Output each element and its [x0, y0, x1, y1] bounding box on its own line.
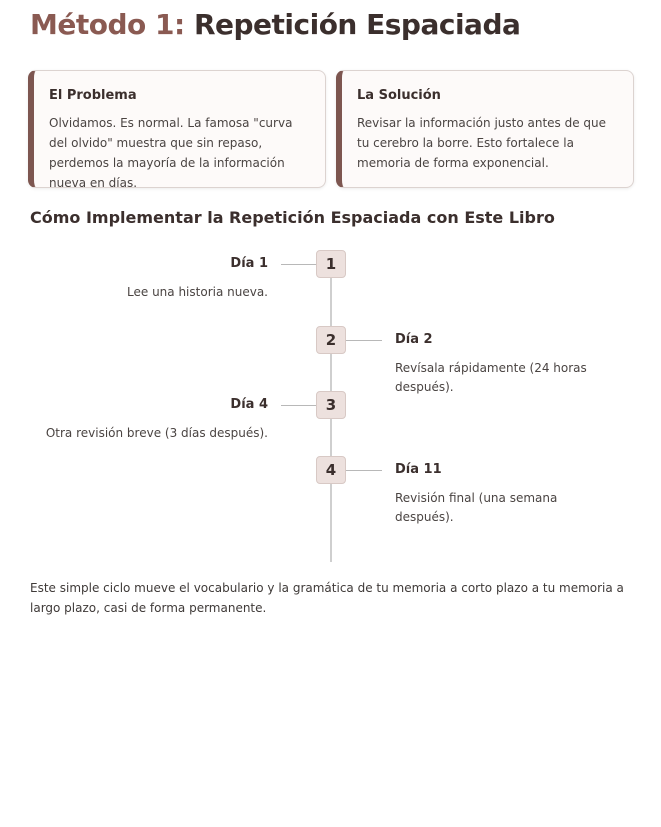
- timeline-connector: [346, 340, 382, 341]
- timeline-connector: [281, 264, 316, 265]
- timeline-step-4-badge: 4: [316, 456, 346, 484]
- problem-heading: El Problema: [49, 88, 137, 103]
- timeline-step-3-badge: 3: [316, 391, 346, 419]
- section-subtitle: Cómo Implementar la Repetición Espaciada con Este Libro: [30, 208, 555, 227]
- timeline-connector: [346, 470, 382, 471]
- timeline-step-3-day: Día 4: [230, 397, 268, 412]
- timeline-connector: [281, 405, 316, 406]
- page-title: [30, 8, 520, 41]
- timeline-step-3-description: Otra revisión breve (3 días después).: [45, 426, 268, 440]
- solution-card: [336, 70, 634, 188]
- title-prefix: Método 1:: [30, 8, 185, 41]
- footer-text: Este simple ciclo mueve el vocabulario y la gramática de tu memoria a corto plazo a tu memoria a largo plazo, casi de forma permanente.: [30, 581, 624, 615]
- title-main: Repetición Espaciada: [193, 8, 521, 41]
- timeline-step-1-day: Día 1: [230, 256, 268, 271]
- timeline-step-2-description: Revísala rápidamente (24 horas después).: [395, 361, 587, 394]
- timeline-step-1-badge: 1: [316, 250, 346, 278]
- timeline-step-2-day: Día 2: [395, 332, 433, 347]
- solution-heading: La Solución: [357, 88, 441, 103]
- solution-text: Revisar la información justo antes de que tu cerebro la borre. Esto fortalece la memoria de forma exponencial.: [357, 116, 607, 170]
- timeline-step-4-day: Día 11: [395, 462, 442, 477]
- problem-text: Olvidamos. Es normal. La famosa "curva del olvido" muestra que sin repaso, perdemos la mayoría de la información nueva en días.: [49, 116, 293, 190]
- timeline-step-2-badge: 2: [316, 326, 346, 354]
- timeline-step-4-description: Revisión final (una semana después).: [395, 491, 558, 524]
- problem-card: [28, 70, 326, 188]
- timeline-step-1-description: Lee una historia nueva.: [127, 285, 268, 299]
